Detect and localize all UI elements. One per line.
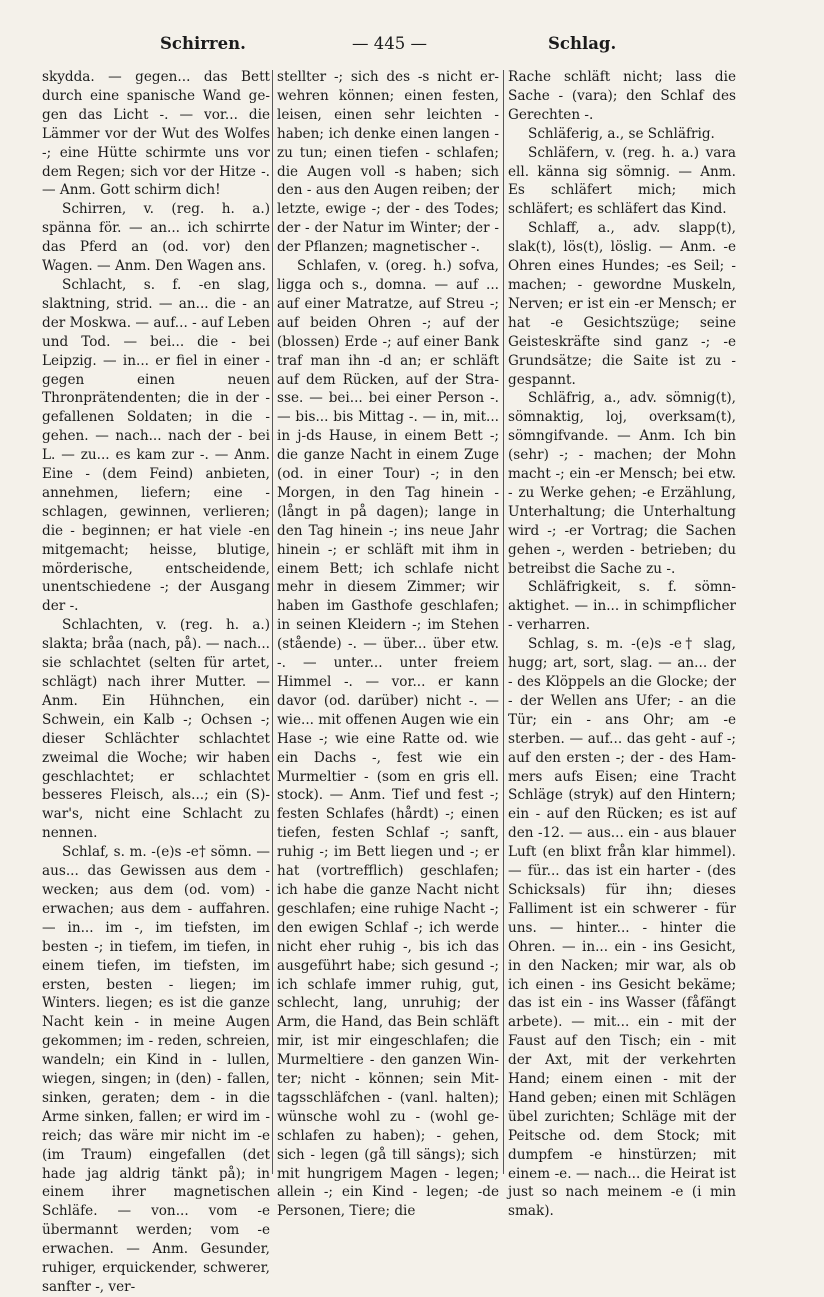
column-divider: [503, 70, 504, 1174]
entry-schlaefrigkeit: Schläfrigkeit, s. f. sömnaktighet. — in... in schimpflicher - verharren.: [508, 579, 736, 634]
column-3: [508, 68, 736, 1220]
entry-schirren: Schirren, v. (reg. h. a.) spänna för. — an... ich schirrte das Pferd an (od. vor) den Wagen. — Anm. Den Wagen ans.: [42, 201, 270, 275]
entry-schlaf: Schlaf, s. m. -(e)s -e† sömn. — aus... das Gewissen aus dem - wecken; aus dem (od. vom) - erwachen; aus dem - auffahren. — in... im -, im tiefsten, im besten -; in tiefem, im tiefen, in einem tiefen, im tiefsten, im ersten, besten - liegen; im Winters. liegen; es ist die ganze Nacht kein - in meine Augen gekommen; im - reden, schreien, wandeln; ein Kind in - lullen, wiegen, singen; in (den) - fallen, sinken, geraten; dem - in die Arme sinken, fallen; er wird im - reich; das wäre mir nicht im -e (im Traum) eingefallen (det hade jag aldrig tänkt på); in einem ihrer magnetischen Schläfe. — von... vom -e übermannt werden; vom -e erwachen. — Anm. Gesunder, ruhiger, erquickender, schwerer, sanfter -, ver-: [42, 844, 270, 1295]
entry-schlaff: Schlaff, a., adv. slapp(t), slak(t), lös(t), löslig. — Anm. -e Ohren eines Hundes; -es Seil; - machen; - gewordne Muskeln, Nerven; er ist ein -er Mensch; er hat -e Gesichtszüge; seine Geisteskräfte sind ganz -; -e Grundsätze; die Saite ist zu - gespannt.: [508, 220, 736, 388]
entry-continuation: Rache schläft nicht; lass die Sache - (vara); den Schlaf des Gerechten -.: [508, 69, 736, 123]
column-1: [42, 68, 270, 1295]
entry-continuation: skydda. — gegen... das Bett durch eine spanische Wand gegen das Licht -. — vor... die Lämmer vor der Wut des Wolfes -; eine Hütte schirmte uns vor dem Regen; sich vor der Hitze -. — Anm. Gott schirm dich!: [42, 69, 270, 199]
entry-continuation: stellter -; sich des -s nicht erwehren können; einen festen, leisen, einen sehr leichten - haben; ich denke einen langen - zu tun; einen tiefen - schlafen; die Augen voll -s haben; sich den - aus den Augen reiben; der letzte, ewige -; der - des Todes; der - der Natur im Winter; der - der Pflanzen; magnetischer -.: [277, 69, 499, 256]
column-divider: [272, 70, 273, 1174]
entry-schlaeferig: Schläferig, a., se Schläfrig.: [528, 125, 715, 142]
header-left-keyword: Schirren.: [160, 34, 246, 53]
entry-schlag: Schlag, s. m. -(e)s -e† slag, hugg; art, sort, slag. — an... der - des Klöppels an die Glocke; der - der Wellen ans Ufer; - an die Tür; ein - ans Ohr; am -e sterben. — auf... das geht - auf -; auf den ersten -; der - des Hammers aufs Eisen; eine Tracht Schläge (stryk) auf den Hintern; ein - auf den Rücken; es ist auf den -12. — aus... ein - aus blauer Luft (en blixt från klar himmel). — für... das ist ein harter - (des Schicksals) für ihn; dieses Falliment ist ein schwerer - für uns. — hinter... - hinter die Ohren. — in... ein - ins Gesicht, in den Nacken; mir war, als ob ich einen - ins Gesicht bekäme; das ist ein - ins Wasser (fåfängt arbete). — mit... ein - mit der Faust auf den Tisch; ein - mit der Axt, mit der verkehrten Hand; einem einen - mit der Hand geben; einen mit Schlägen übel zurichten; Schläge mit der Peitsche od. dem Stock; mit dumpfem -e hinstürzen; mit einem -e. — nach... die Heirat ist just so nach meinem -e (i min smak).: [508, 636, 736, 1220]
entry-schlacht: Schlacht, s. f. -en slag, slaktning, strid. — an... die - an der Moskwa. — auf... - auf Leben und Tod. — bei... die - bei Leipzig. — in... er fiel in einer - gegen einen neuen Thronprätendenten; die in der - gefallenen Soldaten; in die - gehen. — nach... nach der - bei L. — zu... es kam zur -. — Anm. Eine - (dem Feind) anbieten, annehmen, liefern; eine - schlagen, gewinnen, verlieren; die - beginnen; er hat viele -en mitgemacht; heisse, blutige, mörderische, entscheidende, unentschiedene -; der Ausgang der -.: [42, 276, 270, 615]
entry-schlafen: Schlafen, v. (oreg. h.) sofva, ligga och s., domna. — auf ... auf einer Matratze, auf Streu -; auf beiden Ohren -; auf der (blossen) Erde -; auf einer Bank traf man ihn -d an; er schläft auf dem Rücken, auf der Strasse. — bei... bei einer Person -. — bis... bis Mittag -. — in, mit... in j-ds Hause, in einem Bett -; die ganze Nacht in einem Zuge (od. in einer Tour) -; in den Morgen, in den Tag hinein - (långt in på dagen); lange in den Tag hinein -; ins neue Jahr hinein -; er schläft mit ihm in einem Bett; ich schlafe nicht mehr in diesem Zimmer; wir haben im Gasthofe geschlafen; in seinen Kleidern -; im Stehen (stående) -. — über... über etw. -. — unter... unter freiem Himmel -. — vor... er kann davor (od. darüber) nicht -. — wie... mit offenen Augen wie ein Hase -; wie eine Ratte od. wie ein Dachs -, fest wie ein Murmeltier - (som en gris ell. stock). — Anm. Tief und fest -; festen Schlafes (hårdt) -; einen tiefen, festen Schlaf -; sanft, ruhig -; im Bett liegen und -; er hat (vortrefflich) geschlafen; ich habe die ganze Nacht nicht geschlafen; eine ruhige Nacht -; den ewigen Schlaf -; ich werde nicht eher ruhig -, bis ich das ausgeführt habe; sich gesund -; ich schlafe immer ruhig, gut, schlecht, lang, unruhig; der Arm, die Hand, das Bein schläft mir, ist mir eingeschlafen; die Murmeltiere - den ganzen Winter; nicht - können; sein Mittagsschläfchen - (vanl. halten); wünsche wohl zu - (wohl geschlafen zu haben); - gehen, sich - legen (gå till sängs); sich mit hungrigem Magen - legen; allein -; ein Kind - legen; -de Personen, Tiere; die: [277, 258, 499, 1220]
page-header: [40, 34, 796, 64]
entry-schlachten: Schlachten, v. (reg. h. a.) slakta; bråa (nach, på). — nach... sie schlachtet (selten für artet, schlägt) nach ihrer Mutter. — Anm. Ein Hühnchen, ein Schwein, ein Kalb -; Ochsen -; dieser Schlächter schlachtet zweimal die Woche; wir haben geschlachtet; er schlachtet besseres Fleisch, als...; ein (S)- war's, nicht eine Schlacht zu nennen.: [42, 617, 270, 842]
entry-schlaefrig: Schläfrig, a., adv. sömnig(t), sömnaktig, loj, overksam(t), sömngifvande. — Anm. Ich bin (sehr) -; - machen; der Mohn macht -; ein -er Mensch; bei etw. - zu Werke gehen; -e Erzählung, Unterhaltung; die Unterhaltung wird -; -er Vortrag; die Sachen gehen -, werden - betrieben; du betreibst die Sache zu -.: [508, 390, 736, 577]
page-number: — 445 —: [352, 34, 427, 53]
column-2: [277, 68, 499, 1220]
entry-schlaefern: Schläfern, v. (reg. h. a.) vara ell. känna sig sömnig. — Anm. Es schläfert mich; mich schläfert; es schläfert das Kind.: [508, 144, 736, 218]
header-right-keyword: Schlag.: [548, 34, 617, 53]
